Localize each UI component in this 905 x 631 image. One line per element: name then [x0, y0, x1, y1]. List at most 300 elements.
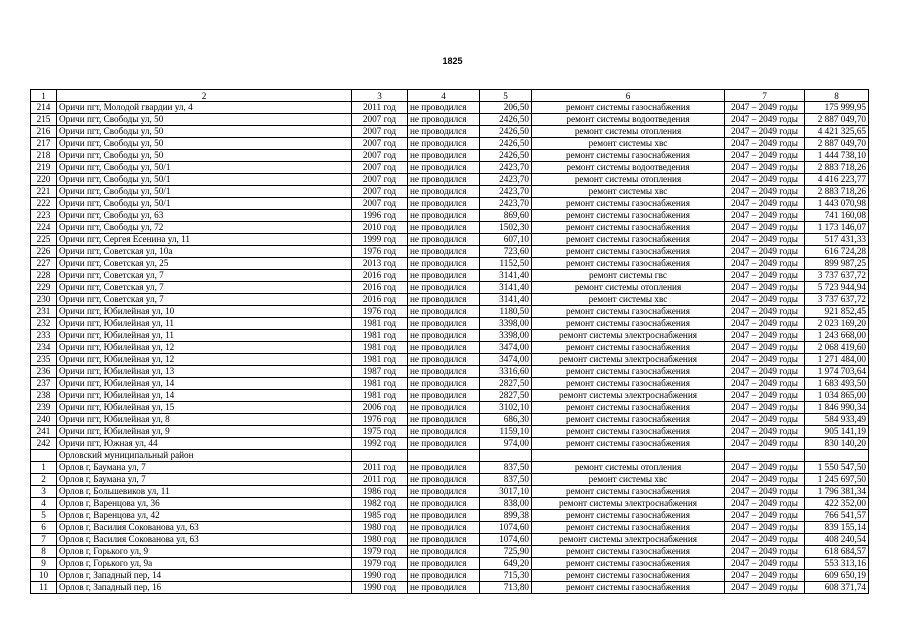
work-type-cell: ремонт системы газоснабжения: [532, 402, 725, 414]
address-cell: Орлов г, Василия Сокованова ул, 63: [57, 534, 352, 546]
cost-cell: 2 887 049,70: [805, 114, 869, 126]
address-cell: Оричи пгт, Сергея Есенина ул, 11: [57, 234, 352, 246]
planned-period-cell: 2047 – 2049 годы: [725, 210, 805, 222]
cost-cell: 1 443 070,98: [805, 198, 869, 210]
last-repair-status-cell: не проводился: [408, 582, 480, 594]
planned-period-cell: 2047 – 2049 годы: [725, 570, 805, 582]
planned-period-cell: 2047 – 2049 годы: [725, 366, 805, 378]
last-repair-status-cell: не проводился: [408, 342, 480, 354]
work-type-cell: ремонт системы хвс: [532, 474, 725, 486]
planned-period-cell: 2047 – 2049 годы: [725, 546, 805, 558]
cost-cell: 1 243 668,00: [805, 330, 869, 342]
cost-cell: 1 271 484,00: [805, 354, 869, 366]
row-number-cell: 224: [31, 222, 57, 234]
planned-period-cell: 2047 – 2049 годы: [725, 522, 805, 534]
row-number-cell: 225: [31, 234, 57, 246]
area-cell: 686,30: [480, 414, 532, 426]
commission-year-cell: 1982 год: [352, 498, 408, 510]
planned-period-cell: [725, 450, 805, 462]
address-cell: Орлов г, Западный пер, 16: [57, 582, 352, 594]
commission-year-cell: 1979 год: [352, 558, 408, 570]
cost-cell: 1 550 547,50: [805, 462, 869, 474]
cost-cell: 3 737 637,72: [805, 294, 869, 306]
cost-cell: 3 737 637,72: [805, 270, 869, 282]
cost-cell: 584 933,49: [805, 414, 869, 426]
address-cell: Оричи пгт, Юбилейная ул, 11: [57, 318, 352, 330]
planned-period-cell: 2047 – 2049 годы: [725, 162, 805, 174]
cost-cell: 4 421 325,65: [805, 126, 869, 138]
work-type-cell: ремонт системы газоснабжения: [532, 582, 725, 594]
planned-period-cell: 2047 – 2049 годы: [725, 174, 805, 186]
table-row: [31, 354, 869, 366]
planned-period-cell: 2047 – 2049 годы: [725, 234, 805, 246]
table-row: [31, 174, 869, 186]
area-cell: 2827,50: [480, 390, 532, 402]
address-cell: Орлов г, Большевиков ул, 11: [57, 486, 352, 498]
last-repair-status-cell: не проводился: [408, 114, 480, 126]
row-number-cell: 226: [31, 246, 57, 258]
address-cell: Оричи пгт, Советская ул, 7: [57, 294, 352, 306]
commission-year-cell: 1981 год: [352, 390, 408, 402]
table-row: [31, 390, 869, 402]
cost-cell: 741 160,08: [805, 210, 869, 222]
cost-cell: 175 999,95: [805, 102, 869, 114]
work-type-cell: ремонт системы газоснабжения: [532, 414, 725, 426]
planned-period-cell: 2047 – 2049 годы: [725, 498, 805, 510]
row-number-cell: 216: [31, 126, 57, 138]
table-row: [31, 426, 869, 438]
address-cell: Оричи пгт, Свободы ул, 50: [57, 138, 352, 150]
area-cell: 2426,50: [480, 114, 532, 126]
area-cell: 2426,50: [480, 150, 532, 162]
row-number-cell: 8: [31, 546, 57, 558]
cost-cell: 618 684,57: [805, 546, 869, 558]
work-type-cell: ремонт системы газоснабжения: [532, 318, 725, 330]
planned-period-cell: 2047 – 2049 годы: [725, 114, 805, 126]
work-type-cell: ремонт системы газоснабжения: [532, 198, 725, 210]
repair-schedule-table: [30, 89, 869, 594]
area-cell: 837,50: [480, 462, 532, 474]
planned-period-cell: 2047 – 2049 годы: [725, 414, 805, 426]
commission-year-cell: 2007 год: [352, 126, 408, 138]
commission-year-cell: 1987 год: [352, 366, 408, 378]
area-cell: 3316,60: [480, 366, 532, 378]
address-cell: Оричи пгт, Юбилейная ул, 12: [57, 354, 352, 366]
commission-year-cell: 1996 год: [352, 210, 408, 222]
table-row: [31, 318, 869, 330]
column-header: 2: [57, 90, 352, 102]
row-number-cell: 232: [31, 318, 57, 330]
planned-period-cell: 2047 – 2049 годы: [725, 474, 805, 486]
area-cell: 649,20: [480, 558, 532, 570]
last-repair-status-cell: не проводился: [408, 498, 480, 510]
cost-cell: 616 724,28: [805, 246, 869, 258]
planned-period-cell: 2047 – 2049 годы: [725, 150, 805, 162]
commission-year-cell: 2013 год: [352, 258, 408, 270]
column-number-header-row: [31, 90, 869, 102]
cost-cell: 1 034 865,00: [805, 390, 869, 402]
row-number-cell: 223: [31, 210, 57, 222]
last-repair-status-cell: не проводился: [408, 474, 480, 486]
planned-period-cell: 2047 – 2049 годы: [725, 102, 805, 114]
last-repair-status-cell: не проводился: [408, 198, 480, 210]
cost-cell: 766 541,57: [805, 510, 869, 522]
planned-period-cell: 2047 – 2049 годы: [725, 510, 805, 522]
commission-year-cell: 1999 год: [352, 234, 408, 246]
address-cell: Орлов г, Горького ул, 9: [57, 546, 352, 558]
address-cell: Оричи пгт, Свободы ул, 50/1: [57, 174, 352, 186]
work-type-cell: ремонт системы газоснабжения: [532, 558, 725, 570]
cost-cell: 422 352,00: [805, 498, 869, 510]
planned-period-cell: 2047 – 2049 годы: [725, 246, 805, 258]
cost-cell: 921 852,45: [805, 306, 869, 318]
cost-cell: 5 723 944,94: [805, 282, 869, 294]
work-type-cell: ремонт системы отопления: [532, 282, 725, 294]
commission-year-cell: 2011 год: [352, 102, 408, 114]
table-row: [31, 546, 869, 558]
commission-year-cell: 2007 год: [352, 198, 408, 210]
cost-cell: 553 313,16: [805, 558, 869, 570]
work-type-cell: ремонт системы хвс: [532, 186, 725, 198]
address-cell: Оричи пгт, Юбилейная ул, 14: [57, 390, 352, 402]
work-type-cell: ремонт системы хвс: [532, 294, 725, 306]
address-cell: Оричи пгт, Свободы ул, 72: [57, 222, 352, 234]
row-number-cell: 9: [31, 558, 57, 570]
planned-period-cell: 2047 – 2049 годы: [725, 534, 805, 546]
last-repair-status-cell: не проводился: [408, 546, 480, 558]
cost-cell: 517 431,33: [805, 234, 869, 246]
area-cell: 2423,70: [480, 186, 532, 198]
table-row: [31, 486, 869, 498]
cost-cell: 839 155,14: [805, 522, 869, 534]
planned-period-cell: 2047 – 2049 годы: [725, 342, 805, 354]
area-cell: 3474,00: [480, 342, 532, 354]
table-row: [31, 210, 869, 222]
row-number-cell: 237: [31, 378, 57, 390]
work-type-cell: ремонт системы газоснабжения: [532, 426, 725, 438]
area-cell: 2426,50: [480, 138, 532, 150]
commission-year-cell: 2007 год: [352, 150, 408, 162]
cost-cell: 830 140,20: [805, 438, 869, 450]
row-number-cell: 218: [31, 150, 57, 162]
planned-period-cell: 2047 – 2049 годы: [725, 486, 805, 498]
row-number-cell: 6: [31, 522, 57, 534]
planned-period-cell: 2047 – 2049 годы: [725, 270, 805, 282]
area-cell: 837,50: [480, 474, 532, 486]
area-cell: 2827,50: [480, 378, 532, 390]
commission-year-cell: 1976 год: [352, 414, 408, 426]
row-number-cell: 219: [31, 162, 57, 174]
row-number-cell: 4: [31, 498, 57, 510]
table-row: [31, 222, 869, 234]
last-repair-status-cell: не проводился: [408, 258, 480, 270]
table-row: [31, 366, 869, 378]
area-cell: 1159,10: [480, 426, 532, 438]
last-repair-status-cell: не проводился: [408, 294, 480, 306]
planned-period-cell: 2047 – 2049 годы: [725, 378, 805, 390]
last-repair-status-cell: не проводился: [408, 390, 480, 402]
address-cell: Оричи пгт, Свободы ул, 50/1: [57, 198, 352, 210]
planned-period-cell: 2047 – 2049 годы: [725, 462, 805, 474]
address-cell: Оричи пгт, Юбилейная ул, 8: [57, 414, 352, 426]
row-number-cell: 222: [31, 198, 57, 210]
last-repair-status-cell: не проводился: [408, 126, 480, 138]
address-cell: Орлов г, Варенцова ул, 36: [57, 498, 352, 510]
table-row: [31, 162, 869, 174]
row-number-cell: 217: [31, 138, 57, 150]
last-repair-status-cell: не проводился: [408, 138, 480, 150]
table-row: [31, 150, 869, 162]
last-repair-status-cell: не проводился: [408, 150, 480, 162]
row-number-cell: 1: [31, 462, 57, 474]
address-cell: Оричи пгт, Свободы ул, 50: [57, 150, 352, 162]
table-row: [31, 282, 869, 294]
planned-period-cell: 2047 – 2049 годы: [725, 222, 805, 234]
area-cell: [480, 450, 532, 462]
address-cell: Оричи пгт, Свободы ул, 50: [57, 114, 352, 126]
table-row: [31, 330, 869, 342]
row-number-cell: 214: [31, 102, 57, 114]
cost-cell: 1 974 703,64: [805, 366, 869, 378]
address-cell: Орлов г, Баумана ул, 7: [57, 462, 352, 474]
last-repair-status-cell: не проводился: [408, 318, 480, 330]
work-type-cell: ремонт системы отопления: [532, 462, 725, 474]
last-repair-status-cell: не проводился: [408, 102, 480, 114]
area-cell: 725,90: [480, 546, 532, 558]
address-cell: Оричи пгт, Свободы ул, 50/1: [57, 186, 352, 198]
row-number-cell: 240: [31, 414, 57, 426]
commission-year-cell: 1981 год: [352, 378, 408, 390]
work-type-cell: ремонт системы газоснабжения: [532, 510, 725, 522]
cost-cell: 2 883 718,26: [805, 186, 869, 198]
row-number-cell: 236: [31, 366, 57, 378]
table-row: [31, 378, 869, 390]
planned-period-cell: 2047 – 2049 годы: [725, 330, 805, 342]
work-type-cell: ремонт системы газоснабжения: [532, 546, 725, 558]
commission-year-cell: 1981 год: [352, 354, 408, 366]
commission-year-cell: 1990 год: [352, 582, 408, 594]
row-number-cell: 230: [31, 294, 57, 306]
area-cell: 206,50: [480, 102, 532, 114]
table-row: [31, 558, 869, 570]
table-row: [31, 270, 869, 282]
table-row: [31, 414, 869, 426]
commission-year-cell: 2007 год: [352, 138, 408, 150]
row-number-cell: 5: [31, 510, 57, 522]
cost-cell: 2 023 169,20: [805, 318, 869, 330]
commission-year-cell: 1980 год: [352, 534, 408, 546]
work-type-cell: ремонт системы газоснабжения: [532, 378, 725, 390]
address-cell: Оричи пгт, Советская ул, 7: [57, 270, 352, 282]
table-row: [31, 186, 869, 198]
area-cell: 3474,00: [480, 354, 532, 366]
work-type-cell: ремонт системы гвс: [532, 270, 725, 282]
cost-cell: 609 650,19: [805, 570, 869, 582]
table-row: [31, 126, 869, 138]
work-type-cell: ремонт системы газоснабжения: [532, 222, 725, 234]
row-number-cell: 227: [31, 258, 57, 270]
address-cell: Оричи пгт, Юбилейная ул, 12: [57, 342, 352, 354]
area-cell: 899,38: [480, 510, 532, 522]
table-row: [31, 402, 869, 414]
last-repair-status-cell: не проводился: [408, 510, 480, 522]
last-repair-status-cell: не проводился: [408, 162, 480, 174]
planned-period-cell: 2047 – 2049 годы: [725, 258, 805, 270]
area-cell: 2423,70: [480, 174, 532, 186]
cost-cell: 1 245 697,50: [805, 474, 869, 486]
cost-cell: 608 371,74: [805, 582, 869, 594]
row-number-cell: 233: [31, 330, 57, 342]
work-type-cell: ремонт системы газоснабжения: [532, 234, 725, 246]
work-type-cell: ремонт системы хвс: [532, 138, 725, 150]
address-cell: Оричи пгт, Советская ул, 7: [57, 282, 352, 294]
area-cell: 3017,10: [480, 486, 532, 498]
address-cell: Оричи пгт, Свободы ул, 63: [57, 210, 352, 222]
work-type-cell: ремонт системы отопления: [532, 174, 725, 186]
table-row: [31, 234, 869, 246]
last-repair-status-cell: не проводился: [408, 462, 480, 474]
address-cell: Орлов г, Баумана ул, 7: [57, 474, 352, 486]
work-type-cell: ремонт системы газоснабжения: [532, 438, 725, 450]
table-row: [31, 114, 869, 126]
commission-year-cell: 1992 год: [352, 438, 408, 450]
address-cell: Оричи пгт, Юбилейная ул, 9: [57, 426, 352, 438]
work-type-cell: ремонт системы газоснабжения: [532, 102, 725, 114]
cost-cell: 2 068 419,60: [805, 342, 869, 354]
last-repair-status-cell: не проводился: [408, 246, 480, 258]
address-cell: Оричи пгт, Молодой гвардии ул, 4: [57, 102, 352, 114]
table-row: [31, 498, 869, 510]
commission-year-cell: 1975 год: [352, 426, 408, 438]
address-cell: Оричи пгт, Свободы ул, 50: [57, 126, 352, 138]
address-cell: Оричи пгт, Юбилейная ул, 10: [57, 306, 352, 318]
planned-period-cell: 2047 – 2049 годы: [725, 426, 805, 438]
last-repair-status-cell: не проводился: [408, 174, 480, 186]
work-type-cell: ремонт системы электроснабжения: [532, 390, 725, 402]
planned-period-cell: 2047 – 2049 годы: [725, 354, 805, 366]
commission-year-cell: 1981 год: [352, 342, 408, 354]
row-number-cell: 228: [31, 270, 57, 282]
area-cell: 3141,40: [480, 270, 532, 282]
row-number-cell: 221: [31, 186, 57, 198]
area-cell: 3398,00: [480, 318, 532, 330]
work-type-cell: ремонт системы газоснабжения: [532, 366, 725, 378]
page-number: 1825: [442, 56, 463, 66]
table-row: [31, 462, 869, 474]
row-number-cell: 234: [31, 342, 57, 354]
column-header: 4: [408, 90, 480, 102]
row-number-cell: 229: [31, 282, 57, 294]
column-header: 6: [532, 90, 725, 102]
area-cell: 2423,70: [480, 198, 532, 210]
area-cell: 974,00: [480, 438, 532, 450]
area-cell: 723,60: [480, 246, 532, 258]
address-cell: Оричи пгт, Советская ул, 10а: [57, 246, 352, 258]
cost-cell: 1 846 990,34: [805, 402, 869, 414]
planned-period-cell: 2047 – 2049 годы: [725, 438, 805, 450]
row-number-cell: 2: [31, 474, 57, 486]
area-cell: 3141,40: [480, 282, 532, 294]
address-cell: Оричи пгт, Юбилейная ул, 14: [57, 378, 352, 390]
work-type-cell: ремонт системы газоснабжения: [532, 246, 725, 258]
commission-year-cell: 1976 год: [352, 246, 408, 258]
commission-year-cell: [352, 450, 408, 462]
last-repair-status-cell: не проводился: [408, 186, 480, 198]
last-repair-status-cell: не проводился: [408, 306, 480, 318]
work-type-cell: [532, 450, 725, 462]
commission-year-cell: 2016 год: [352, 294, 408, 306]
area-cell: 3141,40: [480, 294, 532, 306]
cost-cell: 2 887 049,70: [805, 138, 869, 150]
cost-cell: 408 240,54: [805, 534, 869, 546]
last-repair-status-cell: не проводился: [408, 222, 480, 234]
row-number-cell: 3: [31, 486, 57, 498]
area-cell: 607,10: [480, 234, 532, 246]
cost-cell: 899 987,25: [805, 258, 869, 270]
area-cell: 838,00: [480, 498, 532, 510]
row-number-cell: 239: [31, 402, 57, 414]
planned-period-cell: 2047 – 2049 годы: [725, 318, 805, 330]
planned-period-cell: 2047 – 2049 годы: [725, 558, 805, 570]
area-cell: 1074,60: [480, 534, 532, 546]
commission-year-cell: 2006 год: [352, 402, 408, 414]
commission-year-cell: 1986 год: [352, 486, 408, 498]
work-type-cell: ремонт системы электроснабжения: [532, 534, 725, 546]
work-type-cell: ремонт системы отопления: [532, 126, 725, 138]
commission-year-cell: 2007 год: [352, 114, 408, 126]
address-cell: Оричи пгт, Юбилейная ул, 13: [57, 366, 352, 378]
work-type-cell: ремонт системы газоснабжения: [532, 306, 725, 318]
area-cell: 1180,50: [480, 306, 532, 318]
commission-year-cell: 1979 год: [352, 546, 408, 558]
area-cell: 3398,00: [480, 330, 532, 342]
district-header-row: [31, 450, 869, 462]
planned-period-cell: 2047 – 2049 годы: [725, 282, 805, 294]
work-type-cell: ремонт системы газоснабжения: [532, 522, 725, 534]
table-row: [31, 198, 869, 210]
row-number-cell: 7: [31, 534, 57, 546]
address-cell: Оричи пгт, Южная ул, 44: [57, 438, 352, 450]
address-cell: Орлов г, Горького ул, 9а: [57, 558, 352, 570]
area-cell: 1152,50: [480, 258, 532, 270]
cost-cell: 905 141,19: [805, 426, 869, 438]
cost-cell: [805, 450, 869, 462]
row-number-cell: [31, 450, 57, 462]
row-number-cell: 220: [31, 174, 57, 186]
last-repair-status-cell: [408, 450, 480, 462]
last-repair-status-cell: не проводился: [408, 234, 480, 246]
planned-period-cell: 2047 – 2049 годы: [725, 294, 805, 306]
column-header: 8: [805, 90, 869, 102]
table-row: [31, 510, 869, 522]
cost-cell: 1 796 381,34: [805, 486, 869, 498]
last-repair-status-cell: не проводился: [408, 378, 480, 390]
row-number-cell: 241: [31, 426, 57, 438]
table-row: [31, 534, 869, 546]
address-cell: Оричи пгт, Советская ул, 25: [57, 258, 352, 270]
work-type-cell: ремонт системы водоотведения: [532, 114, 725, 126]
last-repair-status-cell: не проводился: [408, 210, 480, 222]
area-cell: 2426,50: [480, 126, 532, 138]
work-type-cell: ремонт системы электроснабжения: [532, 354, 725, 366]
last-repair-status-cell: не проводился: [408, 558, 480, 570]
commission-year-cell: 2007 год: [352, 174, 408, 186]
commission-year-cell: 2007 год: [352, 162, 408, 174]
commission-year-cell: 2010 год: [352, 222, 408, 234]
cost-cell: 2 883 718,26: [805, 162, 869, 174]
work-type-cell: ремонт системы газоснабжения: [532, 210, 725, 222]
table-row: [31, 342, 869, 354]
